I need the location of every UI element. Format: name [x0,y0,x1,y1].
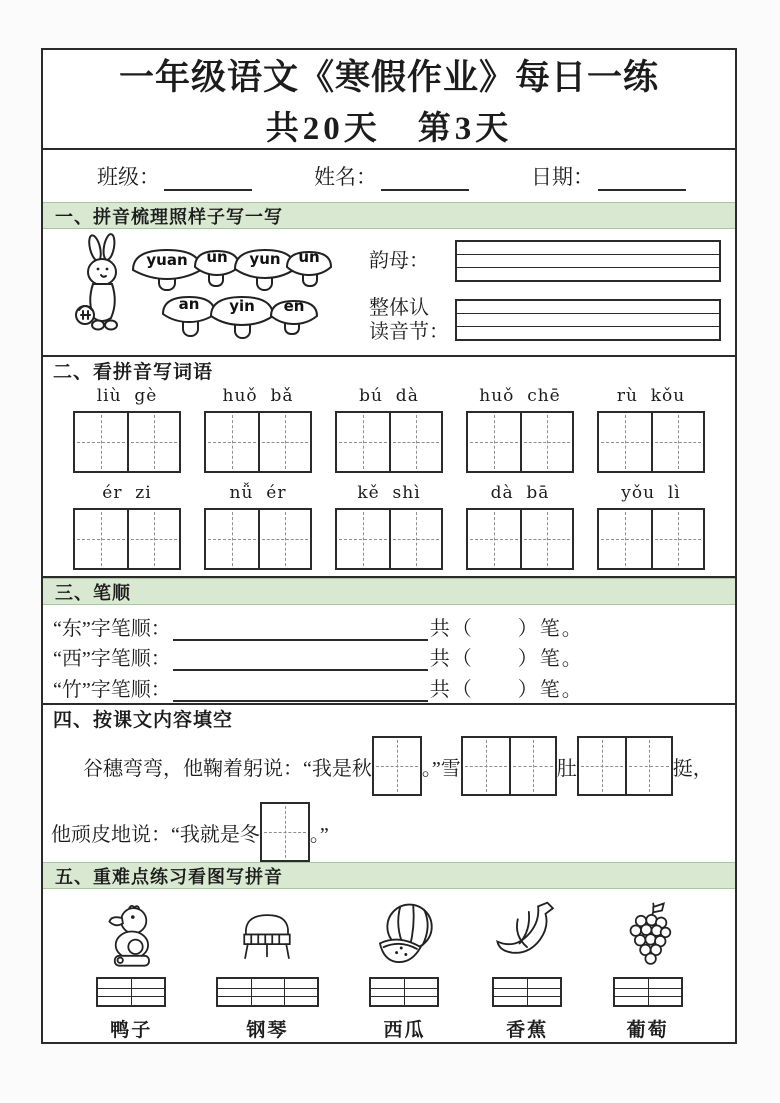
banana-icon [490,899,564,973]
writing-grid [335,508,443,570]
pinyin-label: yǒu lì [621,482,681,503]
name-label: 姓名： [314,165,377,190]
stroke-order-prompt: “竹”字笔顺： [53,678,171,701]
word-group [335,483,443,570]
svg-text:yuan: yuan [146,250,188,269]
stroke-order-row [53,673,713,702]
word-group [73,386,181,473]
answer-box [461,736,557,796]
svg-text:en: en [283,296,305,315]
section-5-body [43,889,735,1042]
section-3-heading: 三、笔顺 [55,582,131,603]
rabbit-icon [76,233,117,329]
stroke-order-blank-line [173,680,428,702]
stroke-order-blank-line [173,619,428,641]
pinyin-label: kě shì [357,482,421,503]
title-block [43,50,735,150]
pinyin-label: huǒ bǎ [222,385,294,406]
date-blank-line [598,167,686,191]
picture-pinyin-item [490,897,564,1042]
svg-text:yun: yun [249,249,281,268]
passage-text: 挺， [672,757,713,780]
section-1-body [43,229,735,356]
rabbit-mushrooms-illustration [71,232,351,352]
writing-grid [204,508,312,570]
answer-box [260,802,310,862]
writing-grid [73,411,181,473]
class-label: 班级： [97,165,160,190]
pinyin-writing-grid [613,977,683,1007]
picture-label: 西瓜 [383,1020,426,1042]
whole-syllables-field [369,296,721,344]
writing-grid [335,411,443,473]
writing-grid [597,411,705,473]
writing-grid [466,411,574,473]
pinyin-word-row-1 [73,386,705,473]
section-2-body [43,384,735,578]
writing-grid [597,508,705,570]
writing-grid [73,508,181,570]
word-group [204,386,312,473]
passage-text: 谷穗弯弯，他鞠着躬说：“我是秋 [83,757,372,780]
answer-box [577,736,673,796]
pinyin-label: dà bā [490,482,550,503]
pinyin-writing-grid [96,977,166,1007]
section-1-heading-bar [43,202,735,229]
word-group [466,386,574,473]
stroke-order-row [53,642,713,671]
word-group [73,483,181,570]
svg-text:un: un [298,247,320,266]
svg-text:yin: yin [229,296,255,315]
section-1-heading: 一、拼音梳理照样子写一写 [55,206,283,227]
picture-label: 鸭子 [110,1020,153,1042]
stroke-order-prompt: “东”字笔顺： [53,617,171,640]
stroke-count-prompt: 共（ ）笔。 [429,648,584,671]
pinyin-label: liù gè [96,385,158,406]
section-4-heading: 四、按课文内容填空 [53,709,234,731]
name-blank-line [381,167,469,191]
student-info-row [43,150,735,202]
pinyin-writing-grid [369,977,439,1007]
section-3-heading-bar [43,578,735,605]
worksheet-title: 一年级语文《寒假作业》每日一练 [118,57,659,97]
section-5-heading: 五、重难点练习看图写拼音 [55,866,283,887]
word-group [597,386,705,473]
word-group [335,386,443,473]
pinyin-label: nǚ ér [229,482,287,503]
word-group [597,483,705,570]
picture-label: 香蕉 [506,1020,549,1042]
class-field [97,161,252,191]
writing-grid [204,411,312,473]
word-group [466,483,574,570]
date-field [531,161,686,191]
section-4-body [43,732,735,862]
writing-grid [466,508,574,570]
passage-text: 肚 [556,757,577,780]
date-label: 日期： [531,165,594,190]
pinyin-label: huǒ chē [479,385,561,406]
section-3-body [43,605,735,704]
word-group [204,483,312,570]
worksheet-frame [41,48,737,1044]
fill-blank-line-1 [51,736,727,796]
finals-label: 韵母： [369,249,429,272]
stroke-order-row [53,612,713,641]
stroke-count-prompt: 共（ ）笔。 [429,678,584,701]
pinyin-label: ér zi [102,482,152,503]
section-2-heading: 二、看拼音写词语 [53,361,214,383]
picture-label: 葡萄 [626,1020,669,1042]
stroke-count-prompt: 共（ ）笔。 [429,617,584,640]
pinyin-writing-grid [492,977,562,1007]
finals-writing-lines [455,240,721,282]
passage-text: 他顽皮地说：“我就是冬 [51,823,260,846]
stroke-order-blank-line [173,649,428,671]
pinyin-label: bú dà [359,385,419,406]
pinyin-label: rù kǒu [616,385,686,406]
passage-text: 。” [309,823,329,846]
whole-syllables-label: 整体认 读音节： [369,296,449,343]
stroke-order-prompt: “西”字笔顺： [53,648,171,671]
class-blank-line [164,167,252,191]
passage-text: 。”雪 [421,757,461,780]
picture-pinyin-item [613,897,683,1042]
duck-icon [95,899,167,973]
picture-pinyin-item [216,897,319,1042]
whole-syllables-writing-lines [455,299,721,341]
picture-pinyin-item [95,897,167,1042]
svg-text:ün: ün [206,247,228,266]
picture-label: 钢琴 [246,1020,289,1042]
grapes-icon [613,897,683,973]
name-field [314,161,469,191]
section-5-heading-bar [43,862,735,889]
pinyin-word-row-2 [73,483,705,570]
answer-box [372,736,422,796]
svg-text:an: an [178,294,200,313]
picture-pinyin-item [367,897,441,1042]
finals-field [369,240,721,282]
mushroom-icons [133,248,331,338]
piano-icon [229,903,305,973]
pinyin-writing-grid [216,977,319,1007]
watermelon-icon [367,899,441,973]
fill-blank-line-2 [51,802,727,862]
worksheet-day-counter: 共20天 第3天 [265,110,513,147]
